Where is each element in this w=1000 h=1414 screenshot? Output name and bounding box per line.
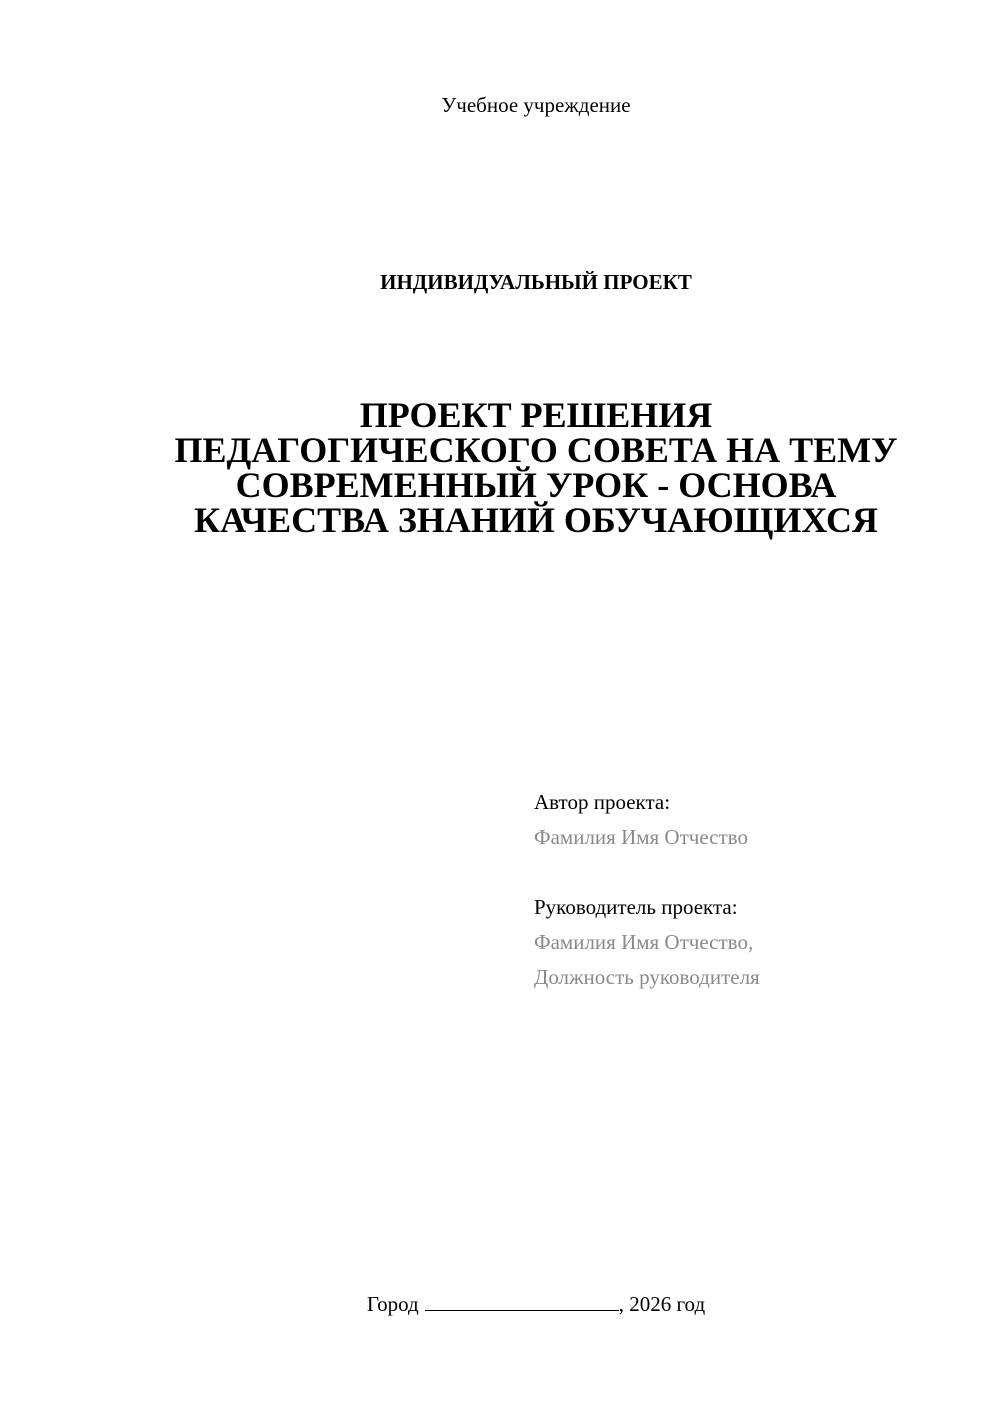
supervisor-name-placeholder: Фамилия Имя Отчество, xyxy=(534,930,754,954)
project-type-heading: ИНДИВИДУАЛЬНЫЙ ПРОЕКТ xyxy=(380,270,692,294)
institution-name: Учебное учреждение xyxy=(441,93,631,117)
project-title-line: КАЧЕСТВА ЗНАНИЙ ОБУЧАЮЩИХСЯ xyxy=(194,500,878,540)
project-title-line: ПЕДАГОГИЧЕСКОГО СОВЕТА НА ТЕМУ xyxy=(174,430,898,470)
city-blank-line xyxy=(425,1291,619,1311)
project-title-line: СОВРЕМЕННЫЙ УРОК - ОСНОВА xyxy=(235,465,837,505)
city-label: Город xyxy=(366,1292,419,1316)
supervisor-block xyxy=(534,890,974,995)
project-title xyxy=(100,395,972,540)
author-name-placeholder: Фамилия Имя Отчество xyxy=(534,825,748,849)
author-label: Автор проекта: xyxy=(534,790,671,814)
author-block xyxy=(534,785,974,855)
year-text: , 2026 год xyxy=(618,1292,706,1316)
supervisor-position-placeholder: Должность руководителя xyxy=(534,965,760,989)
supervisor-label: Руководитель проекта: xyxy=(534,895,738,919)
footer-city-year xyxy=(0,1290,1000,1318)
project-title-line: ПРОЕКТ РЕШЕНИЯ xyxy=(359,395,713,435)
